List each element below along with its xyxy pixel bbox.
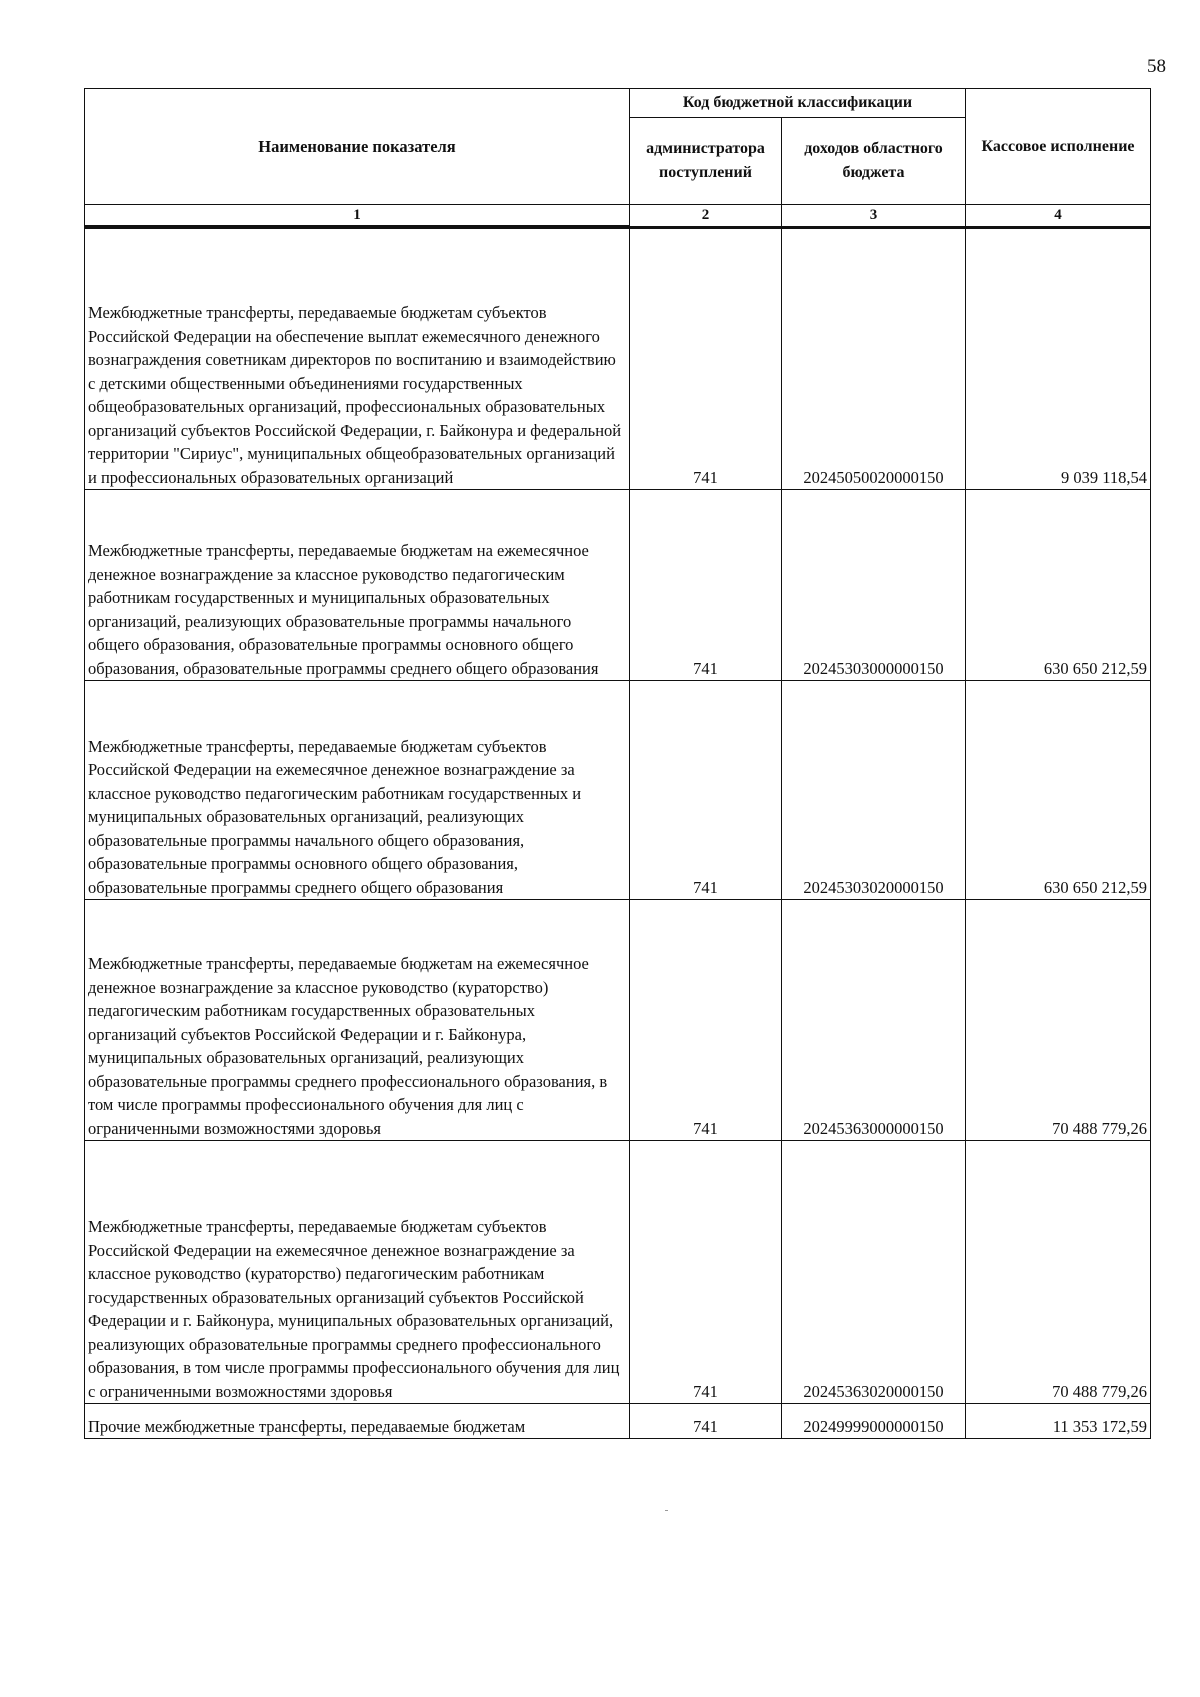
table-row	[85, 1141, 1151, 1404]
admin-code-cell: 741	[630, 900, 782, 1141]
indicator-name-cell: Межбюджетные трансферты, передаваемые бюджетам субъектов Российской Федерации на ежемесячное денежное вознаграждение за классное руководство педагогическим работникам государственных и муниципальных образовательных организаций, реализующих образовательные программы начального общего образования, образовательные программы основного общего образования, образовательные программы среднего общего образования	[85, 681, 630, 900]
cash-amount-cell: 630 650 212,59	[966, 681, 1151, 900]
cash-amount-cell: 70 488 779,26	[966, 900, 1151, 1141]
header-revenue-code: доходов областного бюджета	[782, 118, 966, 205]
admin-code-cell: 741	[630, 227, 782, 490]
admin-code-cell: 741	[630, 681, 782, 900]
cash-amount-cell: 630 650 212,59	[966, 490, 1151, 681]
budget-execution-table	[84, 88, 1151, 1439]
indicator-name-cell: Прочие межбюджетные трансферты, передаваемые бюджетам	[85, 1404, 630, 1439]
column-number: 1	[85, 205, 630, 228]
indicator-name-cell: Межбюджетные трансферты, передаваемые бюджетам на ежемесячное денежное вознаграждение за классное руководство (кураторство) педагогическим работникам государственных образовательных организаций субъектов Российской Федерации и г. Байконура, муниципальных образовательных организаций, реализующих образовательные программы среднего профессионального образования, в том числе программы профессионального обучения для лиц с ограниченными возможностями здоровья	[85, 900, 630, 1141]
table-header	[85, 89, 1151, 228]
indicator-name-cell: Межбюджетные трансферты, передаваемые бюджетам субъектов Российской Федерации на обеспечение выплат ежемесячного денежного вознаграждения советникам директоров по воспитанию и взаимодействию с детскими общественными объединениями государственных общеобразовательных организаций, профессиональных образовательных организаций субъектов Российской Федерации, г. Байконура и федеральной территории "Сириус", муниципальных общеобразовательных организаций и профессиональных образовательных организаций	[85, 227, 630, 490]
revenue-code-cell: 20245363020000150	[782, 1141, 966, 1404]
revenue-code-cell: 20245363000000150	[782, 900, 966, 1141]
column-number: 4	[966, 205, 1151, 228]
table-row	[85, 490, 1151, 681]
revenue-code-cell: 20245303000000150	[782, 490, 966, 681]
indicator-name-cell: Межбюджетные трансферты, передаваемые бюджетам на ежемесячное денежное вознаграждение за классное руководство педагогическим работникам государственных и муниципальных образовательных организаций, реализующих образовательные программы начального общего образования, образовательные программы основного общего образования, образовательные программы среднего общего образования	[85, 490, 630, 681]
admin-code-cell: 741	[630, 490, 782, 681]
header-budget-classification-code: Код бюджетной классификации	[630, 89, 966, 118]
admin-code-cell: 741	[630, 1141, 782, 1404]
page-number: 58	[1147, 56, 1166, 77]
table-row	[85, 227, 1151, 490]
table-row	[85, 681, 1151, 900]
header-cash-execution: Кассовое исполнение	[966, 89, 1151, 205]
cash-amount-cell: 70 488 779,26	[966, 1141, 1151, 1404]
table-row	[85, 1404, 1151, 1439]
revenue-code-cell: 20245050020000150	[782, 227, 966, 490]
indicator-name-cell: Межбюджетные трансферты, передаваемые бюджетам субъектов Российской Федерации на ежемесячное денежное вознаграждение за классное руководство (кураторство) педагогическим работникам государственных образовательных организаций субъектов Российской Федерации и г. Байконура, муниципальных образовательных организаций, реализующих образовательные программы среднего профессионального образования, в том числе программы профессионального обучения для лиц с ограниченными возможностями здоровья	[85, 1141, 630, 1404]
cash-amount-cell: 11 353 172,59	[966, 1404, 1151, 1439]
column-number: 3	[782, 205, 966, 228]
revenue-code-cell: 20249999000000150	[782, 1404, 966, 1439]
header-indicator-name: Наименование показателя	[85, 89, 630, 205]
cash-amount-cell: 9 039 118,54	[966, 227, 1151, 490]
revenue-code-cell: 20245303020000150	[782, 681, 966, 900]
column-number: 2	[630, 205, 782, 228]
admin-code-cell: 741	[630, 1404, 782, 1439]
table-row	[85, 900, 1151, 1141]
scan-speck	[665, 1510, 668, 1511]
header-admin-code: администратора поступлений	[630, 118, 782, 205]
column-number-row	[85, 205, 1151, 228]
